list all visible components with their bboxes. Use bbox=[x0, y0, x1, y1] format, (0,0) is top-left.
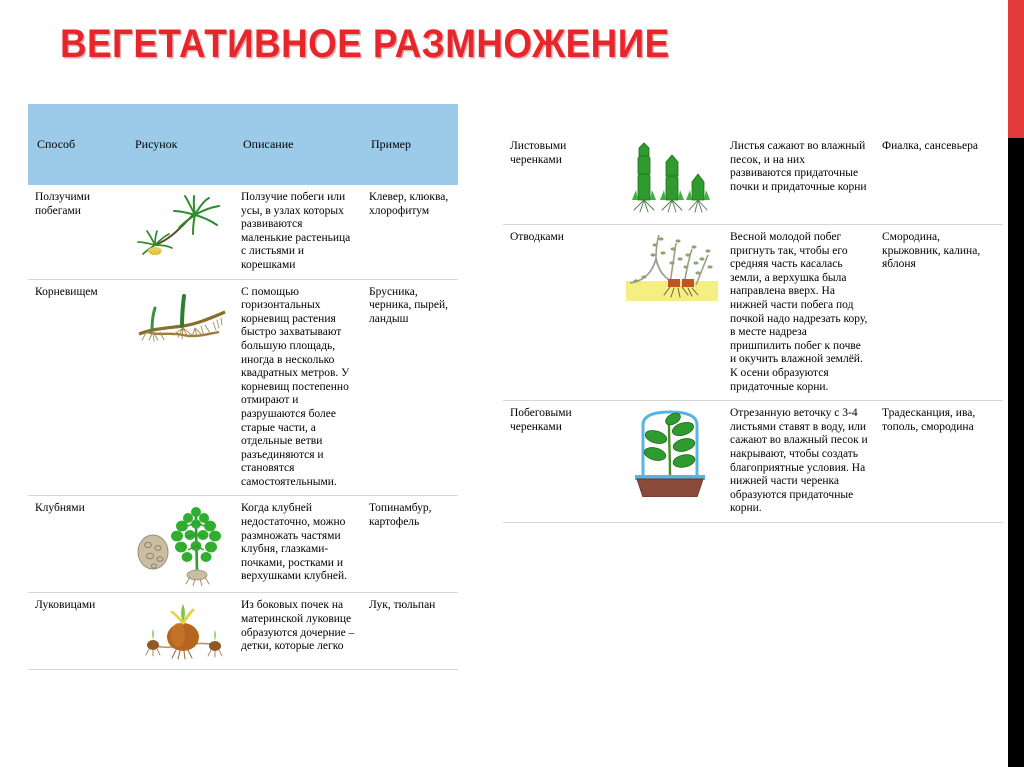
column-header-method: Способ bbox=[28, 104, 126, 185]
table-row bbox=[28, 185, 458, 279]
table-row bbox=[28, 496, 458, 593]
layering-illustration bbox=[622, 233, 722, 309]
table-header-row bbox=[28, 104, 458, 185]
cell-method: Отводками bbox=[510, 231, 564, 243]
column-header-example: Пример bbox=[362, 104, 458, 185]
cell-example: Смородина, крыжовник, калина, яблоня bbox=[882, 231, 981, 271]
vegetative-propagation-table-left bbox=[28, 104, 458, 670]
slide-title: ВЕГЕТАТИВНОЕ РАЗМНОЖЕНИЕ bbox=[60, 22, 670, 66]
table-row bbox=[503, 225, 1003, 401]
cell-picture bbox=[126, 496, 234, 593]
column-header-picture: Рисунок bbox=[126, 104, 234, 185]
cell-picture bbox=[615, 225, 723, 401]
table-row bbox=[503, 134, 1003, 225]
table-row bbox=[28, 593, 458, 670]
cell-example: Брусника, черника, пырей, ландыш bbox=[369, 285, 448, 325]
cell-picture bbox=[126, 279, 234, 496]
cell-example: Клевер, клюква, хлорофитум bbox=[369, 191, 449, 217]
edge-bar-red-segment bbox=[1008, 0, 1024, 138]
tuber-illustration bbox=[133, 504, 233, 586]
leaf-cuttings-illustration bbox=[624, 142, 716, 218]
cell-picture bbox=[615, 401, 723, 523]
cell-example: Лук, тюльпан bbox=[369, 599, 436, 612]
edge-bar-black-segment bbox=[1008, 138, 1024, 767]
cell-picture bbox=[126, 593, 234, 670]
bulb-illustration bbox=[133, 601, 233, 663]
cell-method: Ползучими побегами bbox=[35, 191, 91, 217]
cell-picture bbox=[126, 185, 234, 279]
cell-description: Листья сажают во влажный песок, и на них развиваются придаточные почки и придаточные корни bbox=[730, 140, 867, 193]
cell-example: Топинамбур, картофель bbox=[369, 502, 432, 529]
stem-cuttings-illustration bbox=[627, 409, 713, 497]
table-row bbox=[503, 401, 1003, 523]
cell-description: Когда клубней недостаточно, можно размножать частями клубня, глазками-почками, ростками и верхушками клубней. bbox=[241, 502, 348, 583]
cell-example: Фиалка, сансевьера bbox=[882, 140, 978, 152]
table-row bbox=[28, 279, 458, 496]
creeping-shoots-illustration bbox=[133, 193, 229, 259]
cell-method: Корневищем bbox=[35, 285, 98, 298]
cell-description: С помощью горизонтальных корневищ растения быстро захватывают большую площадь, иногда в несколько квадратных метров. У корневищ постепенно отмирают и разрушаются более старые части, а отдельные ветви разъединяются и становятся самостоятельными. bbox=[241, 285, 350, 488]
cell-description: Отрезанную веточку с 3-4 листьями ставят в воду, или сажают во влажный песок и накрывают, чтобы создать благоприятные условия. На нижней части черенка образуются придаточные корни. bbox=[730, 407, 868, 515]
cell-method: Побеговыми черенками bbox=[510, 407, 572, 433]
vegetative-propagation-table-right bbox=[503, 134, 1003, 523]
cell-description: Весной молодой побег пригнуть так, чтобы его средняя часть касалась земли, а верхушка была направлена вверх. На нижней части побега под почкой надо надрезать кору, в месте надреза пришпилить побег к почве и окучить влажной землёй. К осени образуются придаточные корни. bbox=[730, 231, 868, 393]
rhizome-illustration bbox=[133, 288, 231, 350]
column-header-description: Описание bbox=[234, 104, 362, 185]
cell-picture bbox=[615, 134, 723, 225]
cell-example: Традесканция, ива, тополь, смородина bbox=[882, 407, 976, 433]
cell-method: Листовыми черенками bbox=[510, 140, 567, 166]
cell-description: Ползучие побеги или усы, в узлах которых развиваются маленькие растеньица с листьями и корешками bbox=[241, 191, 351, 271]
right-edge-decoration bbox=[1008, 0, 1024, 767]
cell-method: Клубнями bbox=[35, 502, 85, 515]
cell-method: Луковицами bbox=[35, 599, 96, 612]
cell-description: Из боковых почек на материнской луковице образуются дочерние – детки, которые легко bbox=[241, 599, 355, 653]
